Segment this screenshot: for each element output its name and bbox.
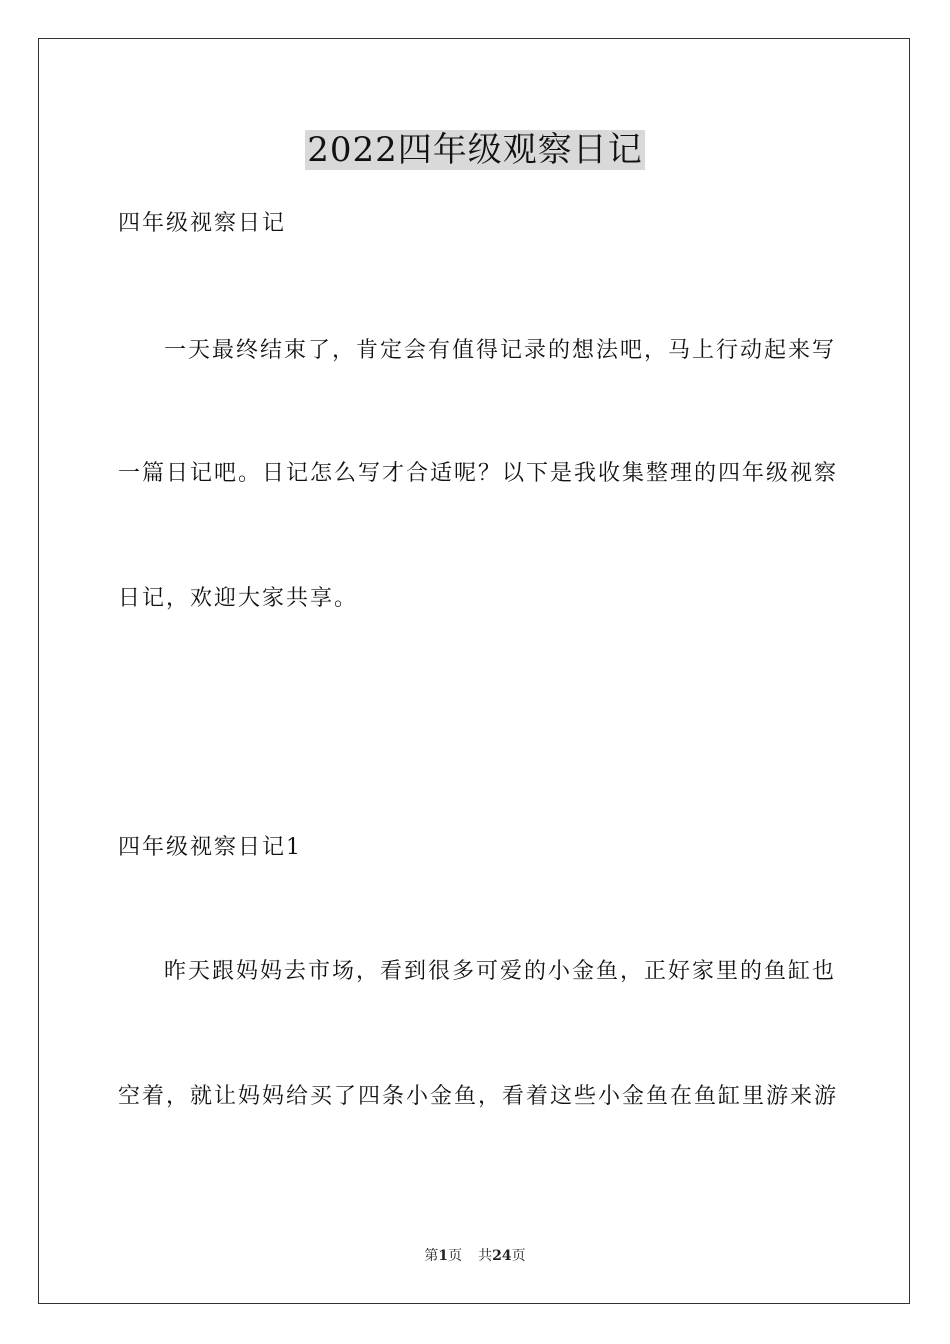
section-heading: 四年级视察日记1: [118, 835, 302, 860]
page-footer: [0, 1246, 950, 1266]
paragraph-line: 日记，欢迎大家共享。: [118, 586, 359, 611]
total-prefix: 共: [478, 1248, 493, 1264]
document-title: [0, 128, 950, 172]
paragraph-line: 一天最终结束了，肯定会有值得记录的想法吧，马上行动起来写: [164, 338, 837, 363]
document-title-text: 2022四年级观察日记: [307, 130, 643, 170]
paragraph-line: 昨天跟妈妈去市场，看到很多可爱的小金鱼，正好家里的鱼缸也: [164, 959, 837, 984]
total-suffix: 页: [511, 1248, 526, 1264]
page-number: 1: [438, 1248, 449, 1264]
subtitle-line: 四年级视察日记: [118, 211, 287, 236]
page-suffix: 页: [448, 1248, 463, 1264]
paragraph-line: 一篇日记吧。日记怎么写才合适呢？以下是我收集整理的四年级视察: [118, 461, 839, 486]
page-prefix: 第: [424, 1248, 439, 1264]
paragraph-line: 空着，就让妈妈给买了四条小金鱼，看着这些小金鱼在鱼缸里游来游: [118, 1084, 839, 1109]
total-pages: 24: [492, 1248, 512, 1264]
